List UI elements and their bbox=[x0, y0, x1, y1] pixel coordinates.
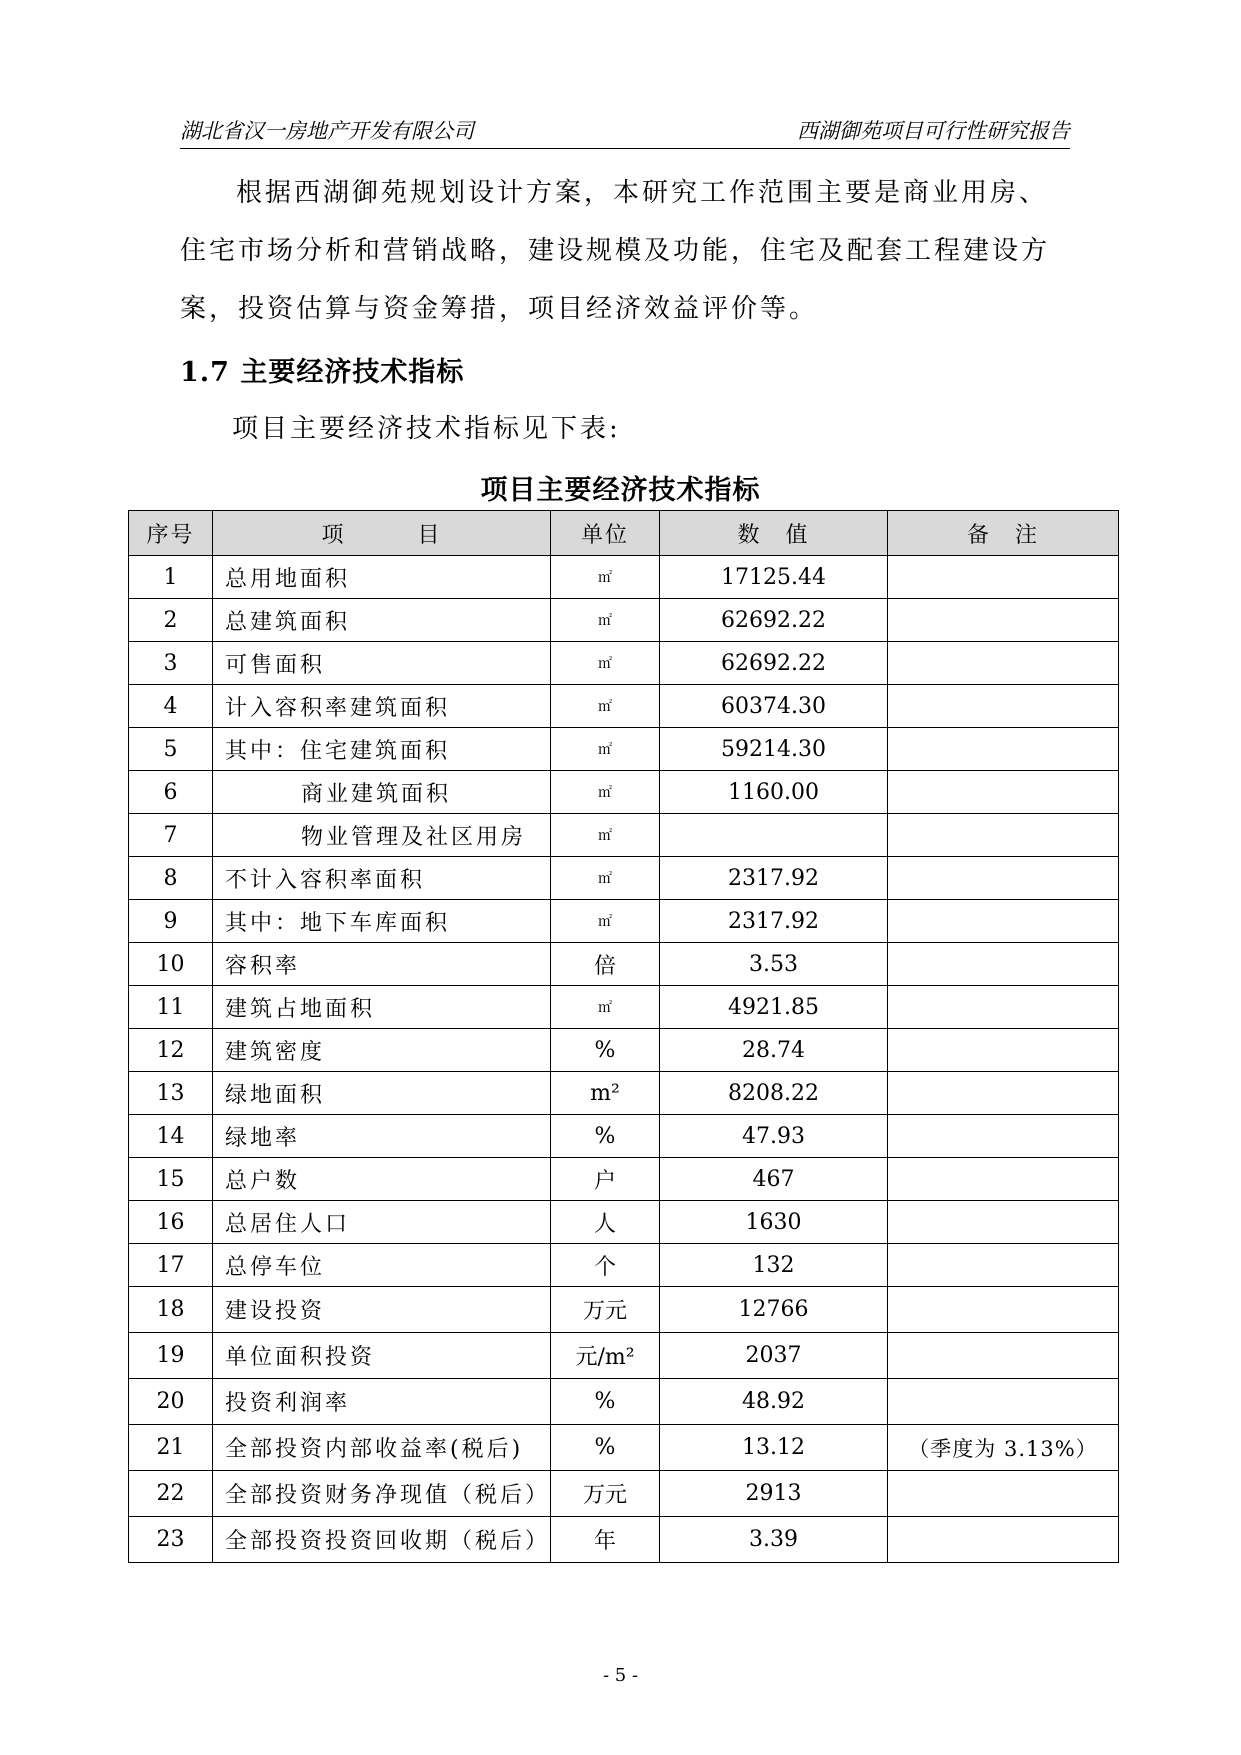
row-note bbox=[888, 1244, 1119, 1287]
row-value: 3.39 bbox=[660, 1517, 888, 1563]
row-number: 19 bbox=[129, 1333, 213, 1379]
header-num: 序号 bbox=[129, 511, 213, 556]
row-unit: ㎡ bbox=[551, 986, 660, 1029]
paragraph-line-3: 案，投资估算与资金筹措，项目经济效益评价等。 bbox=[180, 294, 819, 324]
row-number: 10 bbox=[129, 943, 213, 986]
row-unit: ㎡ bbox=[551, 771, 660, 814]
row-note bbox=[888, 1333, 1119, 1379]
row-number: 16 bbox=[129, 1201, 213, 1244]
section-intro: 项目主要经济技术指标见下表: bbox=[232, 414, 621, 444]
row-item: 总建筑面积 bbox=[213, 599, 551, 642]
row-unit: ㎡ bbox=[551, 728, 660, 771]
row-value bbox=[660, 814, 888, 857]
row-note bbox=[888, 1287, 1119, 1333]
row-number: 12 bbox=[129, 1029, 213, 1072]
row-item: 其中：地下车库面积 bbox=[213, 900, 551, 943]
row-value: 4921.85 bbox=[660, 986, 888, 1029]
table-row bbox=[129, 599, 1119, 642]
row-item: 全部投资内部收益率(税后) bbox=[213, 1425, 551, 1471]
row-item: 可售面积 bbox=[213, 642, 551, 685]
row-unit: % bbox=[551, 1425, 660, 1471]
paragraph-line-1: 根据西湖御苑规划设计方案，本研究工作范围主要是商业用房、 bbox=[236, 178, 1049, 208]
row-note bbox=[888, 1072, 1119, 1115]
row-number: 9 bbox=[129, 900, 213, 943]
table-row bbox=[129, 642, 1119, 685]
row-note bbox=[888, 728, 1119, 771]
row-unit: ㎡ bbox=[551, 814, 660, 857]
row-value: 3.53 bbox=[660, 943, 888, 986]
table-row bbox=[129, 1287, 1119, 1333]
row-number: 3 bbox=[129, 642, 213, 685]
row-unit: ㎡ bbox=[551, 642, 660, 685]
row-value: 2317.92 bbox=[660, 857, 888, 900]
row-value: 2037 bbox=[660, 1333, 888, 1379]
table-row bbox=[129, 986, 1119, 1029]
row-note bbox=[888, 1201, 1119, 1244]
row-value: 48.92 bbox=[660, 1379, 888, 1425]
row-item: 总户数 bbox=[213, 1158, 551, 1201]
row-value: 62692.22 bbox=[660, 599, 888, 642]
row-number: 7 bbox=[129, 814, 213, 857]
table-row bbox=[129, 728, 1119, 771]
table-row bbox=[129, 943, 1119, 986]
indicators-table bbox=[128, 510, 1119, 1563]
row-note bbox=[888, 1158, 1119, 1201]
header-note: 备 注 bbox=[888, 511, 1119, 556]
header-company: 湖北省汉一房地产开发有限公司 bbox=[180, 119, 474, 143]
row-number: 20 bbox=[129, 1379, 213, 1425]
row-number: 18 bbox=[129, 1287, 213, 1333]
row-value: 28.74 bbox=[660, 1029, 888, 1072]
row-number: 2 bbox=[129, 599, 213, 642]
row-value: 467 bbox=[660, 1158, 888, 1201]
row-note bbox=[888, 1029, 1119, 1072]
row-note bbox=[888, 814, 1119, 857]
row-item: 总居住人口 bbox=[213, 1201, 551, 1244]
row-note bbox=[888, 642, 1119, 685]
row-number: 4 bbox=[129, 685, 213, 728]
table-row bbox=[129, 1158, 1119, 1201]
table-row bbox=[129, 1517, 1119, 1563]
table-row bbox=[129, 1072, 1119, 1115]
row-item: 全部投资投资回收期（税后） bbox=[213, 1517, 551, 1563]
table-header-row bbox=[129, 511, 1119, 556]
row-value: 1160.00 bbox=[660, 771, 888, 814]
row-item: 全部投资财务净现值（税后） bbox=[213, 1471, 551, 1517]
row-item: 绿地率 bbox=[213, 1115, 551, 1158]
table-row bbox=[129, 1201, 1119, 1244]
row-item: 不计入容积率面积 bbox=[213, 857, 551, 900]
row-value: 62692.22 bbox=[660, 642, 888, 685]
row-number: 17 bbox=[129, 1244, 213, 1287]
table-row bbox=[129, 1425, 1119, 1471]
row-note bbox=[888, 943, 1119, 986]
table-row bbox=[129, 900, 1119, 943]
table-row bbox=[129, 1244, 1119, 1287]
row-item: 其中：住宅建筑面积 bbox=[213, 728, 551, 771]
header-value: 数 值 bbox=[660, 511, 888, 556]
row-value: 60374.30 bbox=[660, 685, 888, 728]
row-number: 15 bbox=[129, 1158, 213, 1201]
row-unit: 个 bbox=[551, 1244, 660, 1287]
row-unit: ㎡ bbox=[551, 685, 660, 728]
row-value: 12766 bbox=[660, 1287, 888, 1333]
row-item: 总用地面积 bbox=[213, 556, 551, 599]
row-unit: ㎡ bbox=[551, 857, 660, 900]
table-row bbox=[129, 556, 1119, 599]
row-unit: m² bbox=[551, 1072, 660, 1115]
table-row bbox=[129, 1029, 1119, 1072]
row-item: 建设投资 bbox=[213, 1287, 551, 1333]
row-value: 2913 bbox=[660, 1471, 888, 1517]
table-row bbox=[129, 685, 1119, 728]
row-note bbox=[888, 1379, 1119, 1425]
row-item: 建筑占地面积 bbox=[213, 986, 551, 1029]
row-note bbox=[888, 599, 1119, 642]
row-item: 商业建筑面积 bbox=[213, 771, 551, 814]
row-note bbox=[888, 900, 1119, 943]
row-note bbox=[888, 1115, 1119, 1158]
row-item: 投资利润率 bbox=[213, 1379, 551, 1425]
row-number: 8 bbox=[129, 857, 213, 900]
row-note bbox=[888, 1517, 1119, 1563]
table-row bbox=[129, 857, 1119, 900]
row-note: （季度为 3.13%） bbox=[888, 1425, 1119, 1471]
row-unit: % bbox=[551, 1379, 660, 1425]
row-unit: 年 bbox=[551, 1517, 660, 1563]
row-value: 13.12 bbox=[660, 1425, 888, 1471]
row-value: 8208.22 bbox=[660, 1072, 888, 1115]
row-unit: ㎡ bbox=[551, 599, 660, 642]
row-note bbox=[888, 556, 1119, 599]
table-row bbox=[129, 814, 1119, 857]
table-row bbox=[129, 1115, 1119, 1158]
row-note bbox=[888, 771, 1119, 814]
row-unit: ㎡ bbox=[551, 556, 660, 599]
row-item: 物业管理及社区用房 bbox=[213, 814, 551, 857]
row-unit: 人 bbox=[551, 1201, 660, 1244]
row-unit: 元/m² bbox=[551, 1333, 660, 1379]
row-value: 1630 bbox=[660, 1201, 888, 1244]
row-value: 132 bbox=[660, 1244, 888, 1287]
header-item: 项 目 bbox=[213, 511, 551, 556]
row-number: 14 bbox=[129, 1115, 213, 1158]
row-unit: % bbox=[551, 1029, 660, 1072]
row-note bbox=[888, 1471, 1119, 1517]
row-item: 总停车位 bbox=[213, 1244, 551, 1287]
row-number: 23 bbox=[129, 1517, 213, 1563]
scope-paragraph bbox=[180, 164, 1070, 338]
row-number: 22 bbox=[129, 1471, 213, 1517]
row-value: 59214.30 bbox=[660, 728, 888, 771]
header-unit: 单位 bbox=[551, 511, 660, 556]
row-item: 建筑密度 bbox=[213, 1029, 551, 1072]
row-number: 21 bbox=[129, 1425, 213, 1471]
row-value: 47.93 bbox=[660, 1115, 888, 1158]
row-number: 1 bbox=[129, 556, 213, 599]
section-heading: 1.7 主要经济技术指标 bbox=[180, 357, 465, 388]
row-unit: 倍 bbox=[551, 943, 660, 986]
row-unit: ㎡ bbox=[551, 900, 660, 943]
row-note bbox=[888, 986, 1119, 1029]
table-row bbox=[129, 771, 1119, 814]
row-item: 绿地面积 bbox=[213, 1072, 551, 1115]
row-unit: % bbox=[551, 1115, 660, 1158]
paragraph-line-2: 住宅市场分析和营销战略，建设规模及功能，住宅及配套工程建设方 bbox=[180, 236, 1051, 266]
row-unit: 万元 bbox=[551, 1471, 660, 1517]
row-number: 11 bbox=[129, 986, 213, 1029]
row-unit: 万元 bbox=[551, 1287, 660, 1333]
row-item: 容积率 bbox=[213, 943, 551, 986]
row-number: 6 bbox=[129, 771, 213, 814]
table-title: 项目主要经济技术指标 bbox=[480, 475, 761, 506]
row-note bbox=[888, 857, 1119, 900]
table-row bbox=[129, 1333, 1119, 1379]
header-report-title: 西湖御苑项目可行性研究报告 bbox=[797, 119, 1070, 143]
table-row bbox=[129, 1379, 1119, 1425]
table-row bbox=[129, 1471, 1119, 1517]
row-note bbox=[888, 685, 1119, 728]
row-value: 2317.92 bbox=[660, 900, 888, 943]
row-item: 计入容积率建筑面积 bbox=[213, 685, 551, 728]
page-header bbox=[180, 118, 1070, 149]
row-unit: 户 bbox=[551, 1158, 660, 1201]
row-item: 单位面积投资 bbox=[213, 1333, 551, 1379]
row-value: 17125.44 bbox=[660, 556, 888, 599]
page-number: - 5 - bbox=[602, 1665, 639, 1686]
row-number: 13 bbox=[129, 1072, 213, 1115]
row-number: 5 bbox=[129, 728, 213, 771]
